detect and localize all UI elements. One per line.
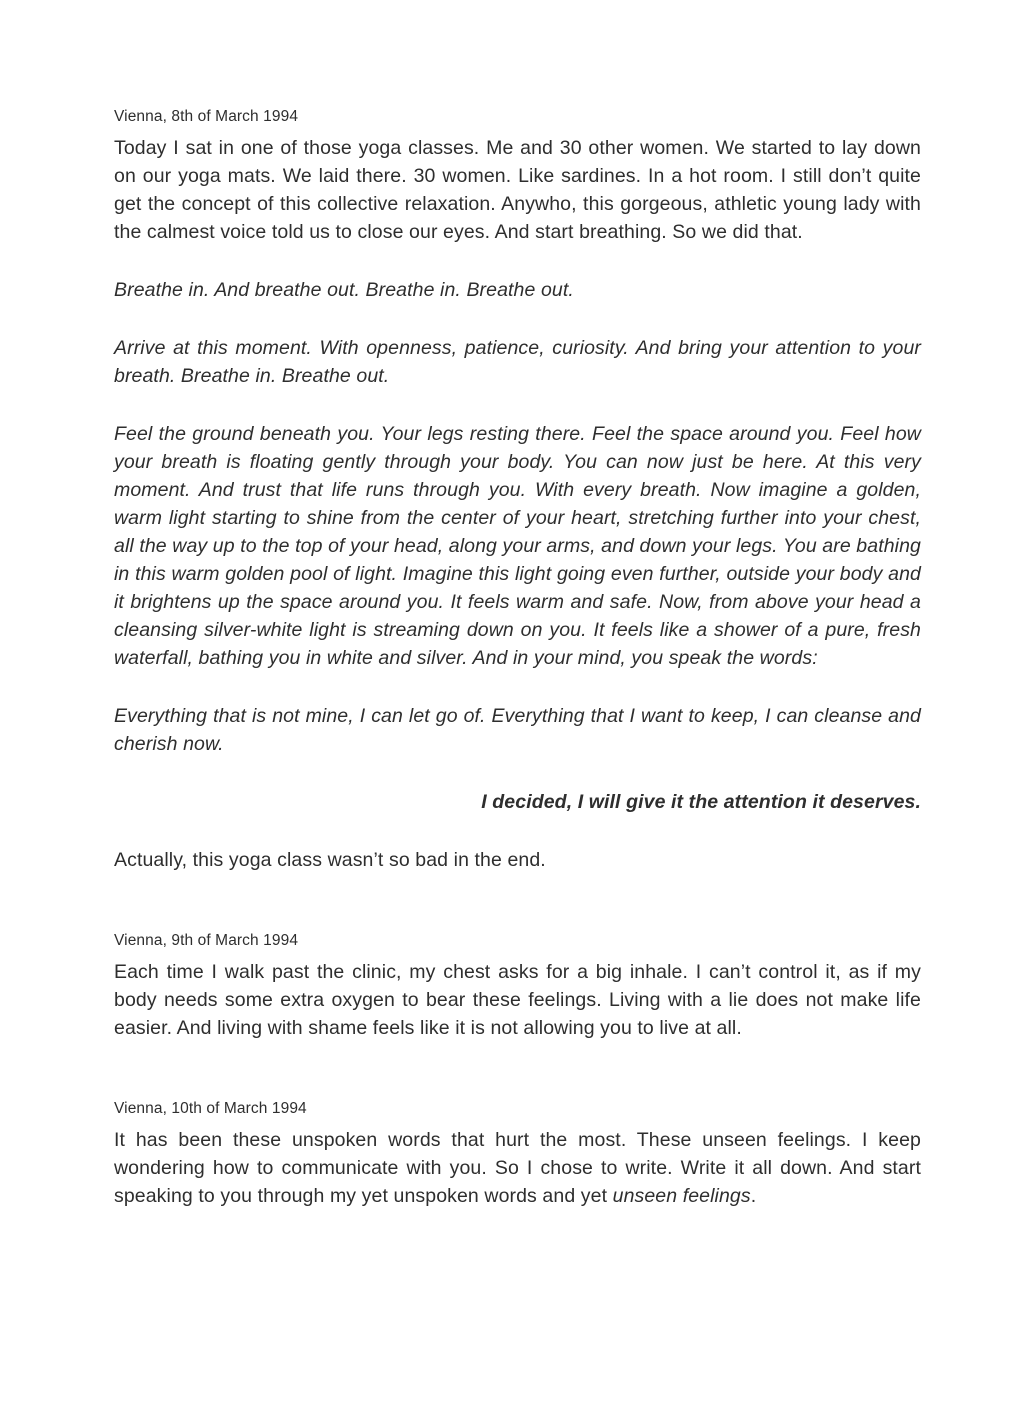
- paragraph-unspoken-words-text: It has been these unspoken words that hurt the most. These unseen feelings. I keep wondering how to communicate with you. So I chose to write. Write it all down. And start speaking to you through my yet unspoken words and yet: [114, 1129, 921, 1207]
- paragraph-unspoken-words: [114, 1126, 921, 1210]
- paragraph-yoga-class: Today I sat in one of those yoga classes. Me and 30 other women. We started to lay down on our yoga mats. We laid there. 30 women. Like sardines. In a hot room. I still don’t quite get the concept of this collective relaxation. Anywho, this gorgeous, athletic young lady with the calmest voice told us to close our eyes. And start breathing. So we did that.: [114, 137, 921, 243]
- paragraph-meditation: Feel the ground beneath you. Your legs resting there. Feel the space around you. Feel how your breath is floating gently through your body. You can now just be here. At this very moment. And trust that life runs through you. With every breath. Now imagine a golden, warm light starting to shine from the center of your heart, stretching further into your chest, all the way up to the top of your head, along your arms, and down your legs. You are bathing in this warm golden pool of light. Imagine this light going even further, outside your body and it brightens up the space around you. It feels warm and safe. Now, from above your head a cleansing silver-white light is streaming down on you. It feels like a shower of a pure, fresh waterfall, bathing you in white and silver. And in your mind, you speak the words:: [114, 423, 921, 669]
- entry-date: Vienna, 8th of March 1994: [114, 108, 299, 125]
- paragraph-arrive-moment: Arrive at this moment. With openness, patience, curiosity. And bring your attention to your breath. Breathe in. Breathe out.: [114, 337, 921, 387]
- paragraph-unspoken-words-italic: unseen feelings: [612, 1185, 751, 1207]
- journal-entry-march-9: [114, 930, 921, 1042]
- journal-entry-march-10: [114, 1098, 921, 1210]
- paragraph-clinic: Each time I walk past the clinic, my chest asks for a big inhale. I can’t control it, as if my body needs some extra oxygen to bear these feelings. Living with a lie does not make life easier. And living with shame feels like it is not allowing you to live at all.: [114, 961, 921, 1039]
- paragraph-yoga-conclusion: Actually, this yoga class wasn’t so bad in the end.: [114, 849, 546, 871]
- paragraph-decision: I decided, I will give it the attention it deserves.: [481, 791, 921, 813]
- journal-entry-march-8: [114, 106, 921, 874]
- paragraph-let-go: Everything that is not mine, I can let go of. Everything that I want to keep, I can cleanse and cherish now.: [114, 705, 921, 755]
- paragraph-unspoken-words-period: .: [750, 1185, 757, 1207]
- paragraph-breathe: Breathe in. And breathe out. Breathe in. Breathe out.: [114, 279, 574, 301]
- entry-date: Vienna, 10th of March 1994: [114, 1100, 307, 1117]
- entry-date: Vienna, 9th of March 1994: [114, 932, 299, 949]
